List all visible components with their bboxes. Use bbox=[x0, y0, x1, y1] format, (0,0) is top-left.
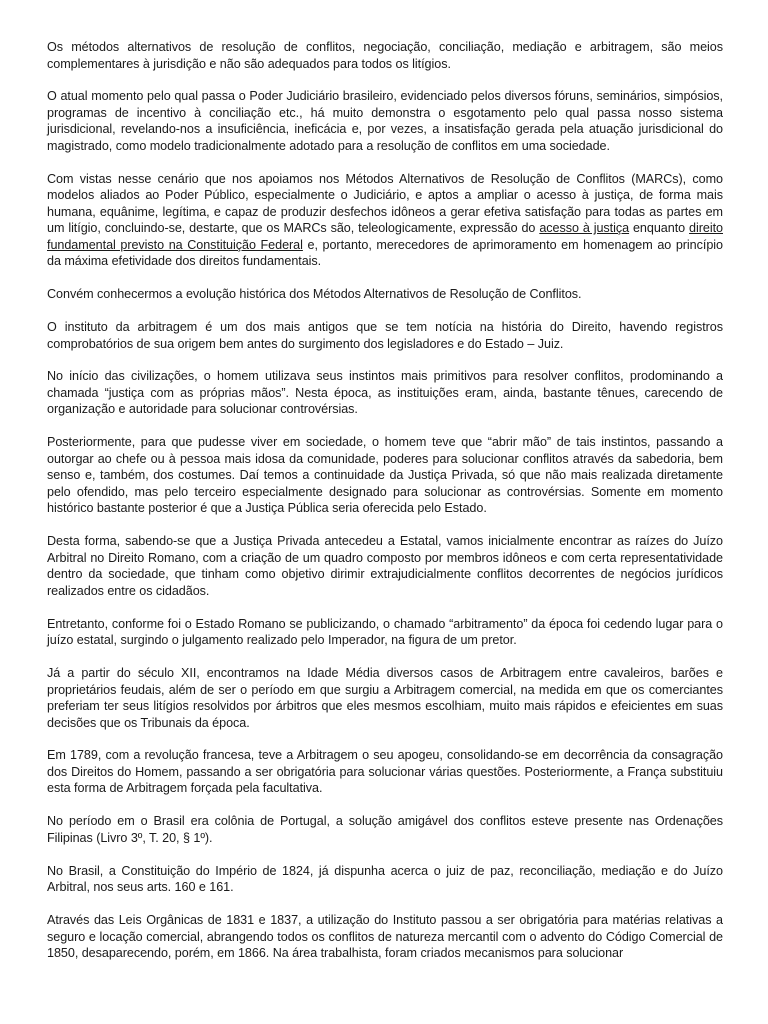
paragraph-7: Posteriormente, para que pudesse viver em sociedade, o homem teve que “abrir mão” de tais instintos, passando a outorgar ao chefe ou à pessoa mais idosa da comunidade, poderes para solucionar conflitos através da sabedoria, bem senso e, também, dos costumes. Daí temos a continuidade da Justiça Privada, só que não mais realizada diretamente pelo ofendido, mas pelo terceiro especialmente designado para solucionar as controvérsias. Somente em momento histórico bastante posterior é que a Justiça Pública seria oferecida pelo Estado. bbox=[47, 435, 723, 516]
paragraph-13: No Brasil, a Constituição do Império de 1824, já dispunha acerca o juiz de paz, reconciliação, mediação e do Juízo Arbitral, nos seus arts. 160 e 161. bbox=[47, 863, 723, 895]
paragraph-11: Em 1789, com a revolução francesa, teve a Arbitragem o seu apogeu, consolidando-se em decorrência da consagração dos Direitos do Homem, passando a ser obrigatória para solucionar várias questões. Posteriormente, a França substituiu esta forma de Arbitragem forçada pela facultativa. bbox=[47, 748, 723, 796]
paragraph-3-text-start: Com vistas nesse cenário que nos apoiamos nos Métodos Alternativos de Resolução de Conflitos (MARCs), como modelos aliados ao Poder Público, especialmente o Judiciário, e aptos a ampliar o acesso à justiça, de forma mais humana, equânime, legítima, e capaz de produzir desfechos idôneos a gerar efetiva satisfação para todas as partes em um litígio, concluindo-se, destarte, que os MARCs são, teleologicamente, expressão do bbox=[47, 171, 723, 236]
acesso-a-justica-link[interactable]: acesso à justiça bbox=[539, 221, 630, 236]
paragraph-6: No início das civilizações, o homem utilizava seus instintos mais primitivos para resolver conflitos, prodominando a chamada “justiça com as próprias mãos”. Nesta época, as instituições eram, ainda, bastante tênues, carecendo de organização e autoridade para solucionar controvérsias. bbox=[47, 369, 723, 417]
paragraph-1: Os métodos alternativos de resolução de conflitos, negociação, conciliação, mediação e arbitragem, são meios complementares à jurisdição e não são adequados para todos os litígios. bbox=[47, 40, 723, 71]
paragraph-8: Desta forma, sabendo-se que a Justiça Privada antecedeu a Estatal, vamos inicialmente encontrar as raízes do Juízo Arbitral no Direito Romano, com a criação de um quadro composto por membros idôneos e com certa representatividade dentro da sociedade, que tinham como objetivo dirimir extrajudicialmente conflitos decorrentes de negócios jurídicos realizados entre os cidadãos. bbox=[47, 534, 723, 598]
paragraph-4: Convém conhecermos a evolução histórica dos Métodos Alternativos de Resolução de Conflitos. bbox=[47, 287, 582, 302]
paragraph-9: Entretanto, conforme foi o Estado Romano se publicizando, o chamado “arbitramento” da época foi cedendo lugar para o juízo estatal, surgindo o julgamento realizado pelo Imperador, na figura de um pretor. bbox=[47, 616, 723, 648]
paragraph-3-text-middle: enquanto bbox=[629, 221, 690, 236]
paragraph-12: No período em o Brasil era colônia de Portugal, a solução amigável dos conflitos esteve presente nas Ordenações Filipinas (Livro 3º, T. 20, § 1º). bbox=[47, 814, 723, 845]
paragraph-3 bbox=[47, 171, 723, 270]
paragraph-14: Através das Leis Orgânicas de 1831 e 1837, a utilização do Instituto passou a ser obrigatória para matérias relativas a seguro e locação comercial, abrangendo todos os conflitos de natureza mercantil com o advento do Código Comercial de 1850, desaparecendo, porém, em 1866. Na área trabalhista, foram criados mecanismos para solucionar bbox=[47, 913, 723, 961]
document-page bbox=[47, 39, 723, 962]
paragraph-10: Já a partir do século XII, encontramos na Idade Média diversos casos de Arbitragem entre cavaleiros, barões e proprietários feudais, além de ser o período em que surgiu a Arbitragem comercial, na medida em que os comerciantes preferiam ter seus litígios resolvidos por árbitros que eles mesmos escolhiam, muito mais rápidos e efeicientes em suas decisões que os Tribunais da época. bbox=[47, 666, 723, 730]
paragraph-5: O instituto da arbitragem é um dos mais antigos que se tem notícia na história do Direito, havendo registros comprobatórios de sua origem bem antes do surgimento dos legisladores e do Estado – Juiz. bbox=[47, 320, 723, 351]
paragraph-2: O atual momento pelo qual passa o Poder Judiciário brasileiro, evidenciado pelos diversos fóruns, seminários, simpósios, programas de incentivo à conciliação etc., há muito demonstra o esgotamento pelo qual passa nosso sistema jurisdicional, revelando-nos a insuficiência, ineficácia e, por vezes, a insatisfação gerada pela atuação jurisdicional do magistrado, como modelo tradicionalmente adotado para a resolução de conflitos em uma sociedade. bbox=[47, 89, 723, 153]
direito-fundamental-link[interactable]: direito fundamental previsto na Constituição Federal bbox=[47, 221, 723, 252]
paragraph-3-text-end: e, portanto, merecedores de aprimoramento em homenagem ao princípio da máxima efetividade dos direitos fundamentais. bbox=[47, 237, 723, 269]
